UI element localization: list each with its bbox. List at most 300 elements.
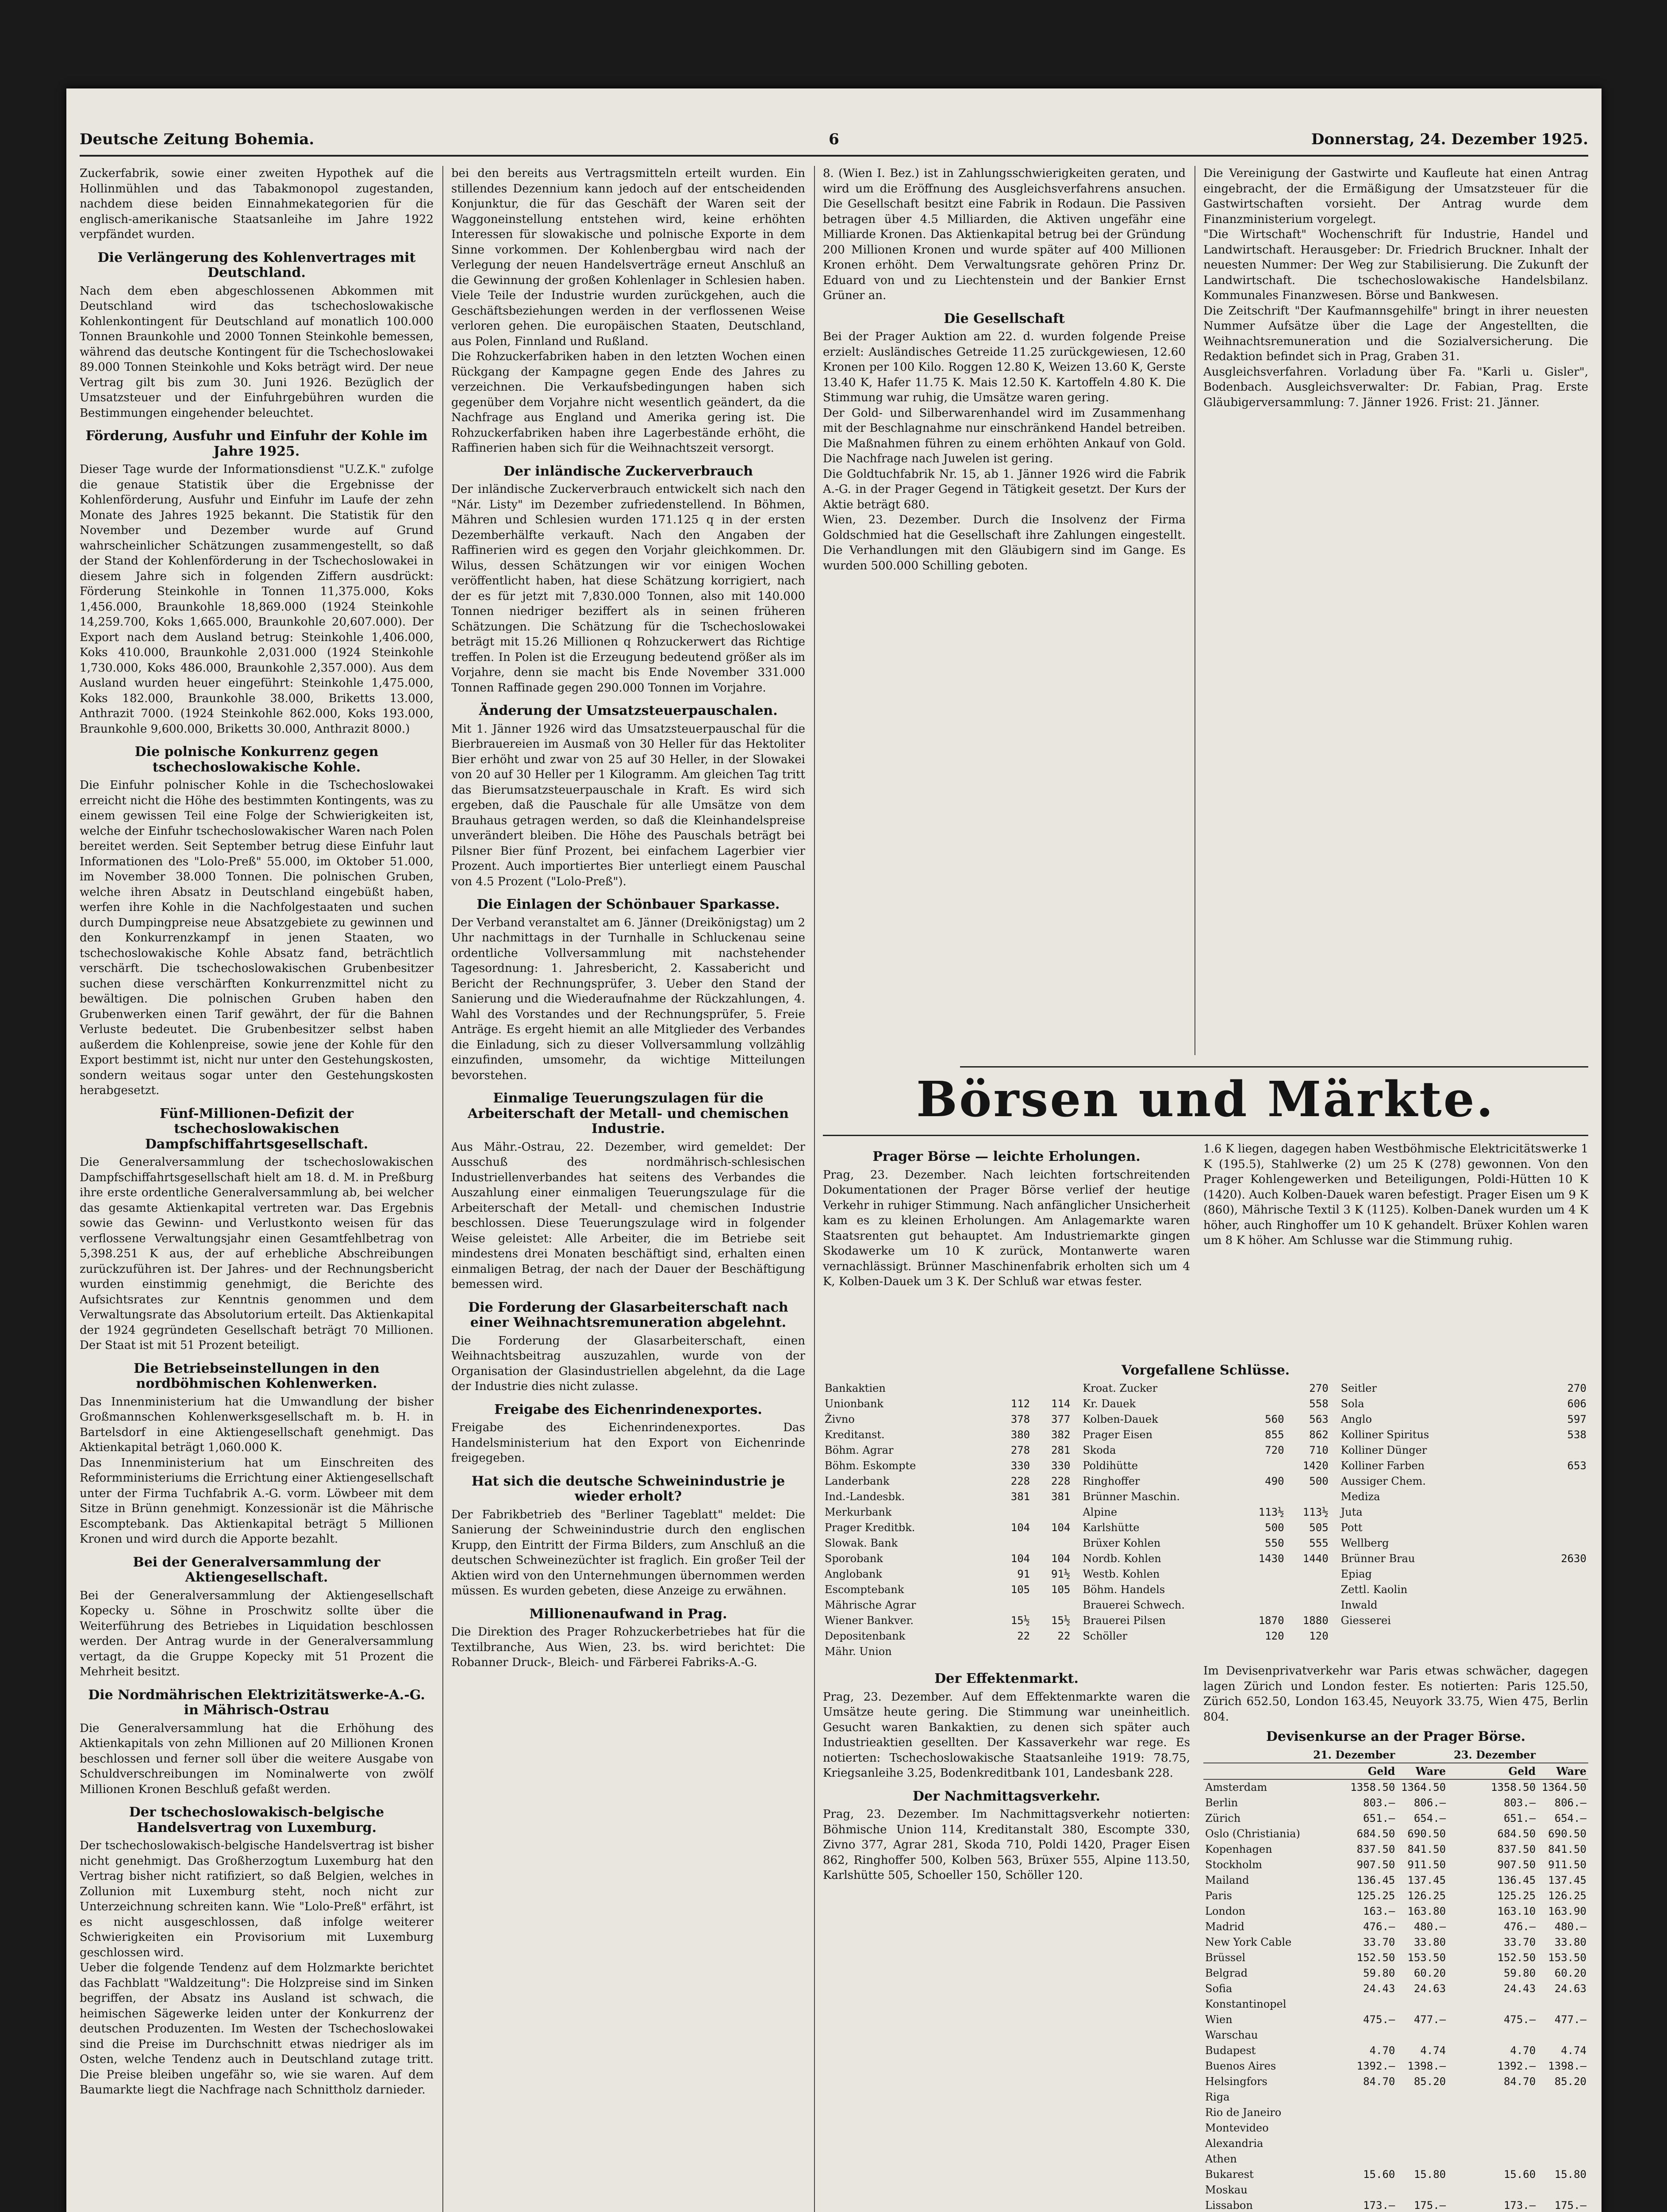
security-name: Bukarest bbox=[1205, 2168, 1254, 2181]
article-heading: Die polnische Konkurrenz gegen tschechoslowakische Kohle. bbox=[134, 744, 379, 775]
quote-cell: 163.90 bbox=[1548, 1905, 1586, 1917]
security-name: Anglobank bbox=[825, 1568, 882, 1580]
quote-cell: 22 bbox=[1057, 1630, 1071, 1642]
quote-cell: 104 bbox=[1010, 1552, 1030, 1565]
table-row bbox=[1339, 1412, 1588, 1427]
quote-cell bbox=[1286, 1582, 1330, 1598]
quote-cell: 163.10 bbox=[1497, 1905, 1536, 1917]
quote-cell: 597 bbox=[1567, 1413, 1586, 1425]
table-title: Devisenkurse an der Prager Börse. bbox=[1266, 1729, 1526, 1744]
quote-cell: 85.20 bbox=[1413, 2075, 1446, 2088]
quote-cell bbox=[1241, 1489, 1286, 1505]
table-row bbox=[1339, 1520, 1588, 1536]
quote-cell bbox=[1523, 1582, 1530, 1598]
article-text: 1.6 K liegen, dagegen haben Westböhmische Elektricitätswerke 1 K (195.5), Stahlwerke (2) um 25 K (278) gewonnen. Von den Prager Kohlengewerken und Beteiligungen, Poldi-Hütten 10 K (1420). Auch Kolben-Dauek waren befestigt. Prager Eisen um 9 K (860), Mährische Textil 3 K (1125). Kolben-Danek wurden um 4 K höher, auch Ringhoffer um 10 K gehandelt. Brüxer Kohlen waren um 8 K höher. Am Schlusse war die Stimmung ruhig. bbox=[1203, 1142, 1588, 1247]
quote-cell: 476.— bbox=[1503, 1920, 1536, 1933]
security-name: Anglo bbox=[1341, 1413, 1372, 1425]
security-name: Pott bbox=[1341, 1521, 1363, 1534]
quote-cell: 475.— bbox=[1503, 2013, 1536, 2026]
table-row bbox=[1339, 1427, 1588, 1443]
quote-cell bbox=[1448, 1997, 1537, 2012]
quote-cell bbox=[1032, 1598, 1072, 1613]
quote-cell: 24.43 bbox=[1363, 1982, 1395, 1995]
article-text: bei den bereits aus Vertragsmitteln erteilt wurden. Ein stillendes Dezennium kann jedoch auf der entscheidenden Konjunktur, die für das Geschäft der Waren seit der Waggoneinstellung entstehen wird, keine erhöhten Interessen für slowakische und polnische Exporte in dem Sinne vorkommen. Der Kohlenbergbau wird nach der Verlegung der neuen Handelsverträge erneut Anschluß an die Gewinnung der großen Kohlenlager in Schlesien haben. Viele Teile der Industrie wurden zurückgehen, auch die Geschäftsbeziehungen werden in der verflossenen Weise verloren gehen. Die europäischen Staaten, Deutschland, aus Polen, Finnland und Rußland. bbox=[451, 167, 805, 348]
article-text: Die Zeitschrift "Der Kaufmannsgehilfe" bringt in ihrer neuesten Nummer Aufsätze über die Lage der Angestellten, die Weihnachtsremuneration und die Sozialversicherung. Die Redaktion befindet sich in Prag, Graben 31. bbox=[1203, 304, 1588, 363]
article-heading: Fünf-Millionen-Defizit der tschechoslowakischen Dampfschiffahrtsgesellschaft. bbox=[145, 1106, 369, 1152]
table-row bbox=[1203, 1873, 1588, 1888]
quote-cell: 1358.50 bbox=[1491, 1781, 1536, 1793]
quote-cell: 1440 bbox=[1302, 1552, 1329, 1565]
quote-cell: 911.50 bbox=[1548, 1859, 1586, 1871]
column-header bbox=[1397, 1747, 1448, 1763]
table-row bbox=[1339, 1582, 1588, 1598]
table-row bbox=[1203, 1981, 1588, 1997]
quote-cell: 500 bbox=[1265, 1521, 1284, 1534]
quote-cell: 380 bbox=[1010, 1429, 1030, 1441]
article-text: Freigabe des Eichenrindenexportes. Das Handelsministerium hat den Export von Eichenrinde freigegeben. bbox=[451, 1421, 805, 1465]
section-title: Börsen und Märkte. bbox=[916, 1071, 1495, 1128]
table-row bbox=[1081, 1474, 1330, 1489]
table-row bbox=[1203, 1857, 1588, 1873]
exchange-report-cont bbox=[1203, 1141, 1588, 1248]
security-name: Lissabon bbox=[1205, 2199, 1253, 2212]
security-name: Seitler bbox=[1341, 1382, 1377, 1394]
quote-cell bbox=[1523, 1427, 1530, 1443]
article-text: 8. (Wien I. Bez.) ist in Zahlungsschwierigkeiten geraten, und wird um die Eröffnung des Ausgleichsverfahrens ansuchen. Die Gesellschaft besitzt eine Fabrik in Rodaun. Die Passiven betragen über 4.5 Milliarden, die Aktiven ungefähr eine Milliarde Kronen. Das Aktienkapital betrug bei der Gründung 200 Millionen Kronen und wurde später auf 400 Millionen Kronen erhöht. Dem Verwaltungsrate gehören Prinz Dr. Eduard von und zu Liechtenstein und der Bankier Ernst Grüner an. bbox=[823, 167, 1186, 302]
quote-cell: 690.50 bbox=[1548, 1828, 1586, 1840]
table-row bbox=[823, 1443, 1072, 1458]
quote-cell bbox=[1530, 1582, 1588, 1598]
quote-cell: 85.20 bbox=[1554, 2075, 1586, 2088]
security-name: Brauerei Schwech. bbox=[1083, 1599, 1185, 1611]
quote-cell: 555 bbox=[1309, 1537, 1329, 1549]
article-text: Die Goldtuchfabrik Nr. 15, ab 1. Jänner 1926 wird die Fabrik A.-G. in der Prager Gegend in Tätigkeit gesetzt. Der Kurs der Aktie beträgt 680. bbox=[823, 467, 1186, 511]
article-heading: Die Forderung der Glasarbeiterschaft nach einer Weihnachtsremuneration abgelehnt. bbox=[468, 1299, 788, 1330]
article-text: Zuckerfabrik, sowie einer zweiten Hypothek auf die Hollinmühlen und das Tabakmonopol zugestanden, nachdem diese beiden Einnahmekategorien für die englisch-amerikanische Staatsanleihe im Jahre 1922 verpfändet wurden. bbox=[80, 167, 434, 241]
section-rule bbox=[960, 1066, 1588, 1068]
security-name: Rio de Janeiro bbox=[1205, 2106, 1282, 2119]
quote-cell bbox=[1523, 1551, 1530, 1567]
security-name: London bbox=[1205, 1905, 1246, 1917]
table-row bbox=[1203, 1826, 1588, 1842]
article-text: Dieser Tage wurde der Informationsdienst "U.Z.K." zufolge die genaue Statistik über die Ergebnisse der Kohlenförderung, Ausfuhr und Einfuhr im Laufe der zehn Monate des Jahres 1925 bekannt. Die Statistik für den November und Dezember wurde auf Grund wahrscheinlicher Schätzungen zusammengestellt, so daß der Stand der Kohlenförderung in der Tschechoslowakei in diesem Jahre sich in folgenden Ziffern ausdrückt: Förderung Steinkohle in Tonnen 11,375.000, Koks 1,456.000, Braunkohle 18,869.000 (1924 Steinkohle 14,259.700, Koks 1,665.000, Braunkohle 20,607.000). Der Export nach dem Ausland betrug: Steinkohle 1,406.000, Koks 410.000, Braunkohle 2,031.000 (1924 Steinkohle 1,730.000, Koks 486.000, Braunkohle 2,357.000). Aus dem Ausland wurden heuer eingeführt: Steinkohle 1,475.000, Koks 182.000, Braunkohle 38.000, Briketts 13.000, Anthrazit 7000. (1924 Steinkohle 862.000, Koks 193.000, Braunkohle 9,600.000, Briketts 30.000, Anthrazit 8000.) bbox=[80, 463, 434, 736]
quote-cell: 152.50 bbox=[1356, 1951, 1395, 1964]
quote-cell: 841.50 bbox=[1548, 1843, 1586, 1855]
security-name: Amsterdam bbox=[1205, 1781, 1268, 1793]
security-name: Sola bbox=[1341, 1398, 1364, 1410]
quote-cell: 228 bbox=[1010, 1475, 1030, 1487]
quote-cell: 59.80 bbox=[1363, 1967, 1395, 1979]
quote-cell: 104 bbox=[1010, 1521, 1030, 1534]
table-row bbox=[1203, 2182, 1588, 2198]
table-row bbox=[1203, 1966, 1588, 1981]
table-row bbox=[1081, 1628, 1330, 1644]
quote-cell: 803.— bbox=[1363, 1797, 1395, 1809]
security-name: Karlshütte bbox=[1083, 1521, 1140, 1534]
column-header: 23. Dezember bbox=[1448, 1747, 1537, 1763]
article-heading: Der inländische Zuckerverbrauch bbox=[503, 463, 753, 479]
security-name: Juta bbox=[1341, 1506, 1363, 1518]
security-name: Madrid bbox=[1205, 1920, 1244, 1933]
table-row bbox=[1339, 1396, 1588, 1412]
quote-cell: 480.— bbox=[1554, 1920, 1586, 1933]
quote-cell: 477.— bbox=[1413, 2013, 1446, 2026]
table-row bbox=[1203, 1950, 1588, 1966]
effekten-market bbox=[823, 1663, 1190, 1883]
quote-cell: 330 bbox=[1010, 1459, 1030, 1472]
article-heading: Einmalige Teuerungszulagen für die Arbeiterschaft der Metall- und chemischen Industrie. bbox=[468, 1091, 789, 1137]
quote-cell: 490 bbox=[1265, 1475, 1284, 1487]
table-row bbox=[1339, 1474, 1588, 1489]
security-name: New York Cable bbox=[1205, 1936, 1292, 1948]
issue-date: Donnerstag, 24. Dezember 1925. bbox=[1311, 131, 1588, 148]
article-text: Bei der Generalversammlung der Aktiengesellschaft Kopecky u. Söhne in Proschwitz sollte über die Weiterführung des Betriebes in Liquidation beschlossen werden. Der Antrag wurde in der Generalversammlung vertagt, da die Gruppe Kopecky mit 51 Prozent die Mehrheit besitzt. bbox=[80, 1589, 434, 1678]
quote-cell bbox=[1397, 2151, 1448, 2167]
quote-cell bbox=[991, 1381, 1032, 1396]
quote-cell bbox=[1537, 2151, 1588, 2167]
quote-cell bbox=[1448, 2136, 1537, 2151]
quote-cell: 84.70 bbox=[1363, 2075, 1395, 2088]
quote-cell: 381 bbox=[1051, 1490, 1071, 1503]
security-name: Kolben-Dauek bbox=[1083, 1413, 1158, 1425]
table-row bbox=[1081, 1489, 1330, 1505]
quote-cell bbox=[1307, 2089, 1397, 2105]
quote-cell: 105 bbox=[1051, 1583, 1071, 1596]
security-name: Bankaktien bbox=[825, 1382, 886, 1394]
quote-cell: 684.50 bbox=[1497, 1828, 1536, 1840]
column-header bbox=[1203, 1747, 1307, 1763]
quote-cell bbox=[1448, 2028, 1537, 2043]
quote-cell bbox=[1530, 1489, 1588, 1505]
article-heading: Bei der Generalversammlung der Aktiengesellschaft. bbox=[133, 1554, 380, 1585]
security-name: Zettl. Kaolin bbox=[1341, 1583, 1408, 1596]
table-row bbox=[1339, 1505, 1588, 1520]
devisen-table bbox=[1203, 1747, 1588, 2212]
table-row bbox=[1339, 1536, 1588, 1551]
quote-cell: 33.80 bbox=[1413, 1936, 1446, 1948]
quote-cell: 382 bbox=[1051, 1429, 1071, 1441]
table-row bbox=[1203, 1795, 1588, 1811]
quote-cell: 653 bbox=[1567, 1459, 1586, 1472]
quote-cell bbox=[1523, 1381, 1530, 1396]
article-text: "Die Wirtschaft" Wochenschrift für Industrie, Handel und Landwirtschaft. Herausgeber: Dr. Friedrich Bruckner. Inhalt der neuesten Nummer: Der Weg zur Stabilisierung. Die Zukunft der Landwirtschaft. Die tschechoslowakische Handelsbilanz. Kommunales Finanzwesen. Börse und Bankwesen. bbox=[1203, 228, 1588, 302]
quote-cell bbox=[1537, 2136, 1588, 2151]
quote-cell: 381 bbox=[1010, 1490, 1030, 1503]
security-name: Konstantinopel bbox=[1205, 1998, 1287, 2010]
quote-cell bbox=[1523, 1443, 1530, 1458]
article-heading: Prager Börse — leichte Erholungen. bbox=[872, 1149, 1141, 1164]
security-name: Böhm. Eskompte bbox=[825, 1459, 916, 1472]
table-row bbox=[1203, 1842, 1588, 1857]
quote-cell: 113½ bbox=[1258, 1506, 1284, 1518]
quote-cell bbox=[1032, 1536, 1072, 1551]
quote-cell bbox=[1397, 2120, 1448, 2136]
quote-cell: 806.— bbox=[1413, 1797, 1446, 1809]
column-3 bbox=[823, 166, 1186, 1055]
quote-cell: 104 bbox=[1051, 1521, 1071, 1534]
quote-cell bbox=[1530, 1520, 1588, 1536]
article-heading: Die Gesellschaft bbox=[944, 311, 1065, 326]
column-header: Ware bbox=[1397, 1763, 1448, 1779]
table-row bbox=[1203, 1935, 1588, 1950]
quote-cell: 720 bbox=[1265, 1444, 1284, 1456]
quote-cell bbox=[1530, 1567, 1588, 1582]
table-row bbox=[1203, 2028, 1588, 2043]
security-name: Nordb. Kohlen bbox=[1083, 1552, 1161, 1565]
quote-cell bbox=[1307, 1997, 1397, 2012]
security-name: Ringhoffer bbox=[1083, 1475, 1140, 1487]
quote-cell bbox=[991, 1598, 1032, 1613]
security-name: Kroat. Zucker bbox=[1083, 1382, 1158, 1394]
quote-cell bbox=[1530, 1598, 1588, 1613]
security-name: Buenos Aires bbox=[1205, 2060, 1276, 2072]
quote-cell: 125.25 bbox=[1356, 1889, 1395, 1902]
quote-cell: 558 bbox=[1309, 1398, 1329, 1410]
quote-cell bbox=[1523, 1536, 1530, 1551]
security-name: Belgrad bbox=[1205, 1967, 1248, 1979]
quote-cell: 476.— bbox=[1363, 1920, 1395, 1933]
table-row bbox=[823, 1598, 1072, 1613]
quote-cell: 377 bbox=[1051, 1413, 1071, 1425]
quote-cell bbox=[1523, 1505, 1530, 1520]
quote-cell: 480.— bbox=[1413, 1920, 1446, 1933]
table-header-row bbox=[1203, 1747, 1588, 1763]
quote-cell: 475.— bbox=[1363, 2013, 1395, 2026]
article-text: Ueber die folgende Tendenz auf dem Holzmarkte berichtet das Fachblatt "Waldzeitung": Die Holzpreise sind im Sinken begriffen, der Absatz ins Ausland ist schwach, die heimischen Sägewerke leiden unter der Konkurrenz der deutschen Produzenten. Im Westen der Tschechoslowakei sind die Preise im Durchschnitt etwas niedriger als im Osten, welche Tendenz auch in Deutschland zutage tritt. Die Preise bleiben ungefähr so, wie sie waren. Auf dem Baumarkte liegt die Nachfrage nach Schnittholz darnieder. bbox=[80, 1961, 434, 2097]
security-name: Brünner Brau bbox=[1341, 1552, 1415, 1565]
quote-cell: 114 bbox=[1051, 1398, 1071, 1410]
quote-cell: 651.— bbox=[1503, 1812, 1536, 1824]
article-heading: Änderung der Umsatzsteuerpauschalen. bbox=[479, 703, 778, 718]
quote-cell: 1398.— bbox=[1548, 2060, 1586, 2072]
table-row bbox=[1203, 1904, 1588, 1919]
exchange-report bbox=[823, 1141, 1190, 1290]
quote-cell bbox=[1523, 1412, 1530, 1427]
quote-cell: 173.— bbox=[1503, 2199, 1536, 2212]
security-name: Oslo (Christiania) bbox=[1205, 1828, 1300, 1840]
quote-cell bbox=[1523, 1474, 1530, 1489]
security-name: Aussiger Chem. bbox=[1341, 1475, 1426, 1487]
table-row bbox=[823, 1628, 1072, 1644]
quote-cell bbox=[1286, 1489, 1330, 1505]
security-name: Mähr. Union bbox=[825, 1645, 892, 1658]
table-row bbox=[1203, 2167, 1588, 2182]
quote-cell: 163.80 bbox=[1407, 1905, 1446, 1917]
security-name: Slowak. Bank bbox=[825, 1537, 898, 1549]
security-name: Prager Kreditbk. bbox=[825, 1521, 915, 1534]
security-name: Inwald bbox=[1341, 1599, 1378, 1611]
quote-cell: 60.20 bbox=[1554, 1967, 1586, 1979]
quote-cell: 841.50 bbox=[1407, 1843, 1446, 1855]
table-row bbox=[823, 1412, 1072, 1427]
quote-cell: 837.50 bbox=[1356, 1843, 1395, 1855]
quote-cell: 803.— bbox=[1503, 1797, 1536, 1809]
quote-cell bbox=[1530, 1613, 1588, 1628]
quote-cell: 330 bbox=[1051, 1459, 1071, 1472]
quote-cell: 120 bbox=[1265, 1630, 1284, 1642]
quote-cell: 15.60 bbox=[1363, 2168, 1395, 2181]
article-text: Der Gold- und Silberwarenhandel wird im Zusammenhang mit der Beschlagnahme nur einschränkend Handel betreiben. Die Maßnahmen führen zu einem erhöhten Ankauf von Gold. Die Nachfrage nach Juwelen ist gering. bbox=[823, 406, 1186, 465]
quote-cell: 120 bbox=[1309, 1630, 1329, 1642]
security-name: Mediza bbox=[1341, 1490, 1380, 1503]
quote-cell bbox=[1307, 2182, 1397, 2198]
table-row bbox=[1339, 1613, 1588, 1628]
article-text: Die Einfuhr polnischer Kohle in die Tschechoslowakei erreicht nicht die Höhe des bestimmten Kontingents, was zu einem gewissen Teil eine Folge der Schwierigkeiten ist, welche der Einfuhr tschechoslowakischer Waren nach Polen bereitet werden. Seit September betrug diese Einfuhr laut Informationen des "Lolo-Preß" 55.000, im Oktober 51.000, im November 38.000 Tonnen. Die polnischen Gruben, welche ihren Absatz in Deutschland eingebüßt haben, werfen ihre Kohle in die Nachfolgestaaten und suchen durch Dumpingpreise neue Absatzgebiete zu gewinnen und den Konkurrenzkampf in jenen Staaten, wo tschechoslowakische Kohle Absatz fand, beträchtlich verschärft. Die tschechoslowakischen Grubenbesitzer suchen diese verschärften Konkurrenzmittel nicht zu bewältigen. Die polnischen Gruben haben den Grubenwerken einen Tarif gewährt, der für die Bahnen Verluste bedeutet. Die Grubenbesitzer selbst haben außerdem die Kohlenpreise, sowie jene der Kohle für den Export bestimmt ist, nicht nur unter den Gestehungskosten, sondern weitaus sogar unter den Gestehungskosten herabgesetzt. bbox=[80, 779, 434, 1097]
quote-cell: 137.45 bbox=[1548, 1874, 1586, 1886]
table-row bbox=[823, 1474, 1072, 1489]
security-name: Živno bbox=[825, 1413, 855, 1425]
quote-cell: 228 bbox=[1051, 1475, 1071, 1487]
quote-cell: 806.— bbox=[1554, 1797, 1586, 1809]
article-text: Die Generalversammlung hat die Erhöhung des Aktienkapitals von zehn Millionen auf 20 Millionen Kronen beschlossen und ferner soll über die weitere Ausgabe von Schuldverschreibungen im Nominalwerte von zwölf Millionen Kronen Beschluß gefaßt werden. bbox=[80, 1721, 434, 1796]
quote-cell: 855 bbox=[1265, 1429, 1284, 1441]
security-name: Sporobank bbox=[825, 1552, 883, 1565]
security-name: Kolliner Dünger bbox=[1341, 1444, 1427, 1456]
table-row bbox=[823, 1396, 1072, 1412]
quote-cell: 153.50 bbox=[1548, 1951, 1586, 1964]
devisen-section bbox=[1203, 1663, 1588, 2212]
quote-cell bbox=[1537, 1997, 1588, 2012]
quote-cell: 281 bbox=[1051, 1444, 1071, 1456]
security-name: Böhm. Handels bbox=[1083, 1583, 1165, 1596]
security-name: Kopenhagen bbox=[1205, 1843, 1272, 1855]
article-text: Der inländische Zuckerverbrauch entwickelt sich nach den "Nár. Listy" im Dezember zufriedenstellend. In Böhmen, Mähren und Schlesien wurden 171.125 q in der ersten Dezemberhälfte verkauft. Nach den Angaben der Raffinerien wird es gegen den Vorjahr gleichkommen. Dr. Wilus, dessen Schätzungen wir vor einigen Wochen veröffentlicht haben, hat diese Schätzung korrigiert, nach der es für jetzt mit 7,830.000 Tonnen, also mit 140.000 Tonnen niedriger beziffert als in seinen früheren Schätzungen. Die Schätzung für die Tschechoslowakei beträgt mit 15.26 Millionen q Rohzuckerwert das Richtige treffen. In Polen ist die Erzeugung bedeutend größer als im Vorjahre, denn sie macht bis Ende November 331.000 Tonnen Raffinade gegen 290.000 Tonnen im Vorjahre. bbox=[451, 483, 805, 695]
quote-cell: 1364.50 bbox=[1541, 1781, 1586, 1793]
article-text: Wien, 23. Dezember. Durch die Insolvenz der Firma Goldschmied hat die Gesellschaft ihre Zahlungen eingestellt. Die Verhandlungen mit den Gläubigern sind im Gange. Es wurden 500.000 Schilling geboten. bbox=[823, 513, 1186, 572]
article-text: Die Vereinigung der Gastwirte und Kaufleute hat einen Antrag eingebracht, der die Ermäßigung der Umsatzsteuer für die Gastwirtschaften vorsieht. Der Antrag wurde dem Finanzministerium vorgelegt. bbox=[1203, 167, 1588, 226]
table-row bbox=[823, 1567, 1072, 1582]
table-row bbox=[1203, 2120, 1588, 2136]
quote-cell bbox=[1241, 1396, 1286, 1412]
article-text: Die Rohzuckerfabriken haben in den letzten Wochen einen Rückgang der Kampagne gegen Ende des Jahres zu verzeichnen. Die Verkaufsbedingungen haben sich gegenüber dem Vorjahre nicht wesentlich geändert, da die Nachfrage aus England und Amerika gering ist. Die Rohzuckerfabriken haben ihre Lagerbestände erhöht, die Raffinerien haben sich für die Weihnachtszeit versorgt. bbox=[451, 350, 805, 455]
quote-cell: 1358.50 bbox=[1350, 1781, 1395, 1793]
quote-cell: 278 bbox=[1010, 1444, 1030, 1456]
table-row bbox=[1203, 2136, 1588, 2151]
table-row bbox=[1203, 1888, 1588, 1904]
security-name: Giesserei bbox=[1341, 1614, 1391, 1627]
quote-cell bbox=[1307, 2151, 1397, 2167]
article-text: Die Forderung der Glasarbeiterschaft, einen Weihnachtsbeitrag auszuzahlen, wurde von der Organisation der Glasindustriellen abgelehnt, da die Lage der Industrie dies nicht zulasse. bbox=[451, 1334, 805, 1393]
quote-cell bbox=[1537, 2089, 1588, 2105]
quote-cell: 1398.— bbox=[1407, 2060, 1446, 2072]
security-name: Athen bbox=[1205, 2153, 1237, 2165]
table-row bbox=[1081, 1567, 1330, 1582]
article-text: Der tschechoslowakisch-belgische Handelsvertrag ist bisher nicht genehmigt. Das Großherzogtum Luxemburg hat den Vertrag bisher nicht ratifiziert, so daß Belgien, welches in Zollunion mit Luxemburg steht, noch nicht zur Unterzeichnung schreiten kann. Wie "Lolo-Preß" erfährt, ist es nicht ausgeschlossen, daß infolge weiterer Schwierigkeiten ein Provisorium mit Luxemburg geschlossen wird. bbox=[80, 1839, 434, 1959]
article-heading: Die Einlagen der Schönbauer Sparkasse. bbox=[476, 897, 780, 912]
article-text: Prag, 23. Dezember. Auf dem Effektenmarkte waren die Umsätze heute gering. Die Stimmung war uneinheitlich. Gesucht waren Bankaktien, zu denen sich später auch Industrieaktien gesellten. Der Kassaverkehr war rege. Es notierten: Tschechoslowakische Staatsanleihe 1919: 78.75, Kriegsanleihe 3.25, Bodenkreditbank 101, Landesbank 228. bbox=[823, 1690, 1190, 1780]
table-row bbox=[823, 1613, 1072, 1628]
quote-cell bbox=[1307, 2136, 1397, 2151]
article-text: Aus Mähr.-Ostrau, 22. Dezember, wird gemeldet: Der Ausschuß des nordmährisch-schlesischen Industriellenverbandes hat seitens des Verbandes die Auszahlung einer einmaligen Teuerungszulage für die Arbeiterschaft der Metall- und chemischen Industrie beschlossen. Diese Teuerungszulage wird in folgender Weise geleistet: Alle Arbeiter, die im Betriebe seit mindestens drei Monaten beschäftigt sind, erhalten einen einmaligen Betrag, der nach der Dauer der Beschäftigung bemessen wird. bbox=[451, 1140, 805, 1291]
quote-cell bbox=[1397, 2136, 1448, 2151]
quote-cell: 136.45 bbox=[1356, 1874, 1395, 1886]
quote-cell: 538 bbox=[1567, 1429, 1586, 1441]
quote-cell: 22 bbox=[1017, 1630, 1030, 1642]
quote-cell bbox=[1307, 2105, 1397, 2120]
quote-cell: 710 bbox=[1309, 1444, 1329, 1456]
quote-cell bbox=[1448, 2120, 1537, 2136]
table-row bbox=[1081, 1396, 1330, 1412]
header-rule bbox=[80, 155, 1588, 157]
quote-cell: 15.80 bbox=[1554, 2168, 1586, 2181]
article-text: Der Verband veranstaltet am 6. Jänner (Dreikönigstag) um 2 Uhr nachmittags in der Turnhalle in Schluckenau seine ordentliche Vollversammlung mit nachstehender Tagesordnung: 1. Jahresbericht, 2. Kassabericht und Bericht der Rechnungsprüfer, 3. Ueber den Stand der Sanierung und die Wiederaufnahme der Rückzahlungen, 4. Wahl des Vorstandes und der Rechnungsprüfer, 5. Freie Anträge. Es ergeht hiemit an alle Mitglieder des Verbandes die Einladung, sich zu dieser Vollversammlung vollzählig einzufinden, umsomehr, da wichtige Mitteilungen bevorstehen. bbox=[451, 916, 805, 1082]
table-row bbox=[823, 1536, 1072, 1551]
security-name: Alpine bbox=[1083, 1506, 1118, 1518]
quote-cell bbox=[1523, 1489, 1530, 1505]
security-name: Böhm. Agrar bbox=[825, 1444, 894, 1456]
security-name: Escomptebank bbox=[825, 1583, 904, 1596]
quote-cell: 1392.— bbox=[1356, 2060, 1395, 2072]
quote-cell: 15½ bbox=[1010, 1614, 1030, 1627]
table-title: Vorgefallene Schlüsse. bbox=[1121, 1363, 1290, 1378]
security-name: Zürich bbox=[1205, 1812, 1241, 1824]
security-name: Budapest bbox=[1205, 2044, 1256, 2057]
quote-cell bbox=[1530, 1443, 1588, 1458]
security-name: Kolliner Spiritus bbox=[1341, 1429, 1429, 1441]
table-row bbox=[823, 1505, 1072, 1520]
quote-cell bbox=[1537, 2120, 1588, 2136]
security-name: Montevideo bbox=[1205, 2122, 1269, 2134]
table-row bbox=[1203, 2058, 1588, 2074]
table-row bbox=[1081, 1427, 1330, 1443]
quote-cell: 15.80 bbox=[1413, 2168, 1446, 2181]
quote-cell bbox=[991, 1505, 1032, 1520]
quote-cell: 91 bbox=[1017, 1568, 1030, 1580]
quote-cell: 606 bbox=[1567, 1398, 1586, 1410]
security-name: Berlin bbox=[1205, 1797, 1238, 1809]
quote-cell: 33.70 bbox=[1503, 1936, 1536, 1948]
security-name: Moskau bbox=[1205, 2184, 1248, 2196]
table-row bbox=[1339, 1443, 1588, 1458]
quote-cell: 24.43 bbox=[1503, 1982, 1536, 1995]
quote-cell: 1430 bbox=[1258, 1552, 1284, 1565]
table-row bbox=[1339, 1381, 1588, 1396]
security-name: Kreditanst. bbox=[825, 1429, 885, 1441]
quote-cell: 477.— bbox=[1554, 2013, 1586, 2026]
security-name: Wiener Bankver. bbox=[825, 1614, 914, 1627]
quote-cell bbox=[1448, 2105, 1537, 2120]
quote-cell: 2630 bbox=[1561, 1552, 1586, 1565]
quote-cell: 33.80 bbox=[1554, 1936, 1586, 1948]
quote-cell: 684.50 bbox=[1356, 1828, 1395, 1840]
article-text: Im Devisenprivatverkehr war Paris etwas schwächer, dagegen lagen Zürich und London fester. Es notierten: Paris 125.50, Zürich 652.50, London 163.45, Neuyork 33.75, Wien 475, Berlin 804. bbox=[1203, 1664, 1588, 1724]
security-name: Kr. Dauek bbox=[1083, 1398, 1136, 1410]
quote-cell: 173.— bbox=[1363, 2199, 1395, 2212]
security-name: Alexandria bbox=[1205, 2137, 1264, 2150]
section-rule bbox=[823, 1135, 1588, 1136]
quote-cell: 378 bbox=[1010, 1413, 1030, 1425]
security-name: Brünner Maschin. bbox=[1083, 1490, 1180, 1503]
quote-cell bbox=[1523, 1396, 1530, 1412]
article-heading: Der Nachmittagsverkehr. bbox=[913, 1788, 1100, 1804]
security-name: Merkurbank bbox=[825, 1506, 892, 1518]
quote-cell: 24.63 bbox=[1413, 1982, 1446, 1995]
quote-cell: 15½ bbox=[1051, 1614, 1071, 1627]
table-row bbox=[1339, 1458, 1588, 1474]
quote-cell: 1420 bbox=[1302, 1459, 1329, 1472]
quote-cell: 837.50 bbox=[1497, 1843, 1536, 1855]
column-2 bbox=[451, 166, 805, 2212]
table-row bbox=[1081, 1551, 1330, 1567]
quote-cell: 911.50 bbox=[1407, 1859, 1446, 1871]
security-name: Brüssel bbox=[1205, 1951, 1246, 1964]
quote-cell: 1880 bbox=[1302, 1614, 1329, 1627]
quote-cell: 60.20 bbox=[1413, 1967, 1446, 1979]
quote-cell bbox=[1530, 1505, 1588, 1520]
article-text: Die Direktion des Prager Rohzuckerbetriebes hat für die Textilbranche, Aus Wien, 23. bs. wird berichtet: Die Robanner Druck-, Bleich- und Färberei Fabriks-A.-G. bbox=[451, 1625, 805, 1669]
quote-cell bbox=[1523, 1613, 1530, 1628]
quote-cell: 270 bbox=[1309, 1382, 1329, 1394]
